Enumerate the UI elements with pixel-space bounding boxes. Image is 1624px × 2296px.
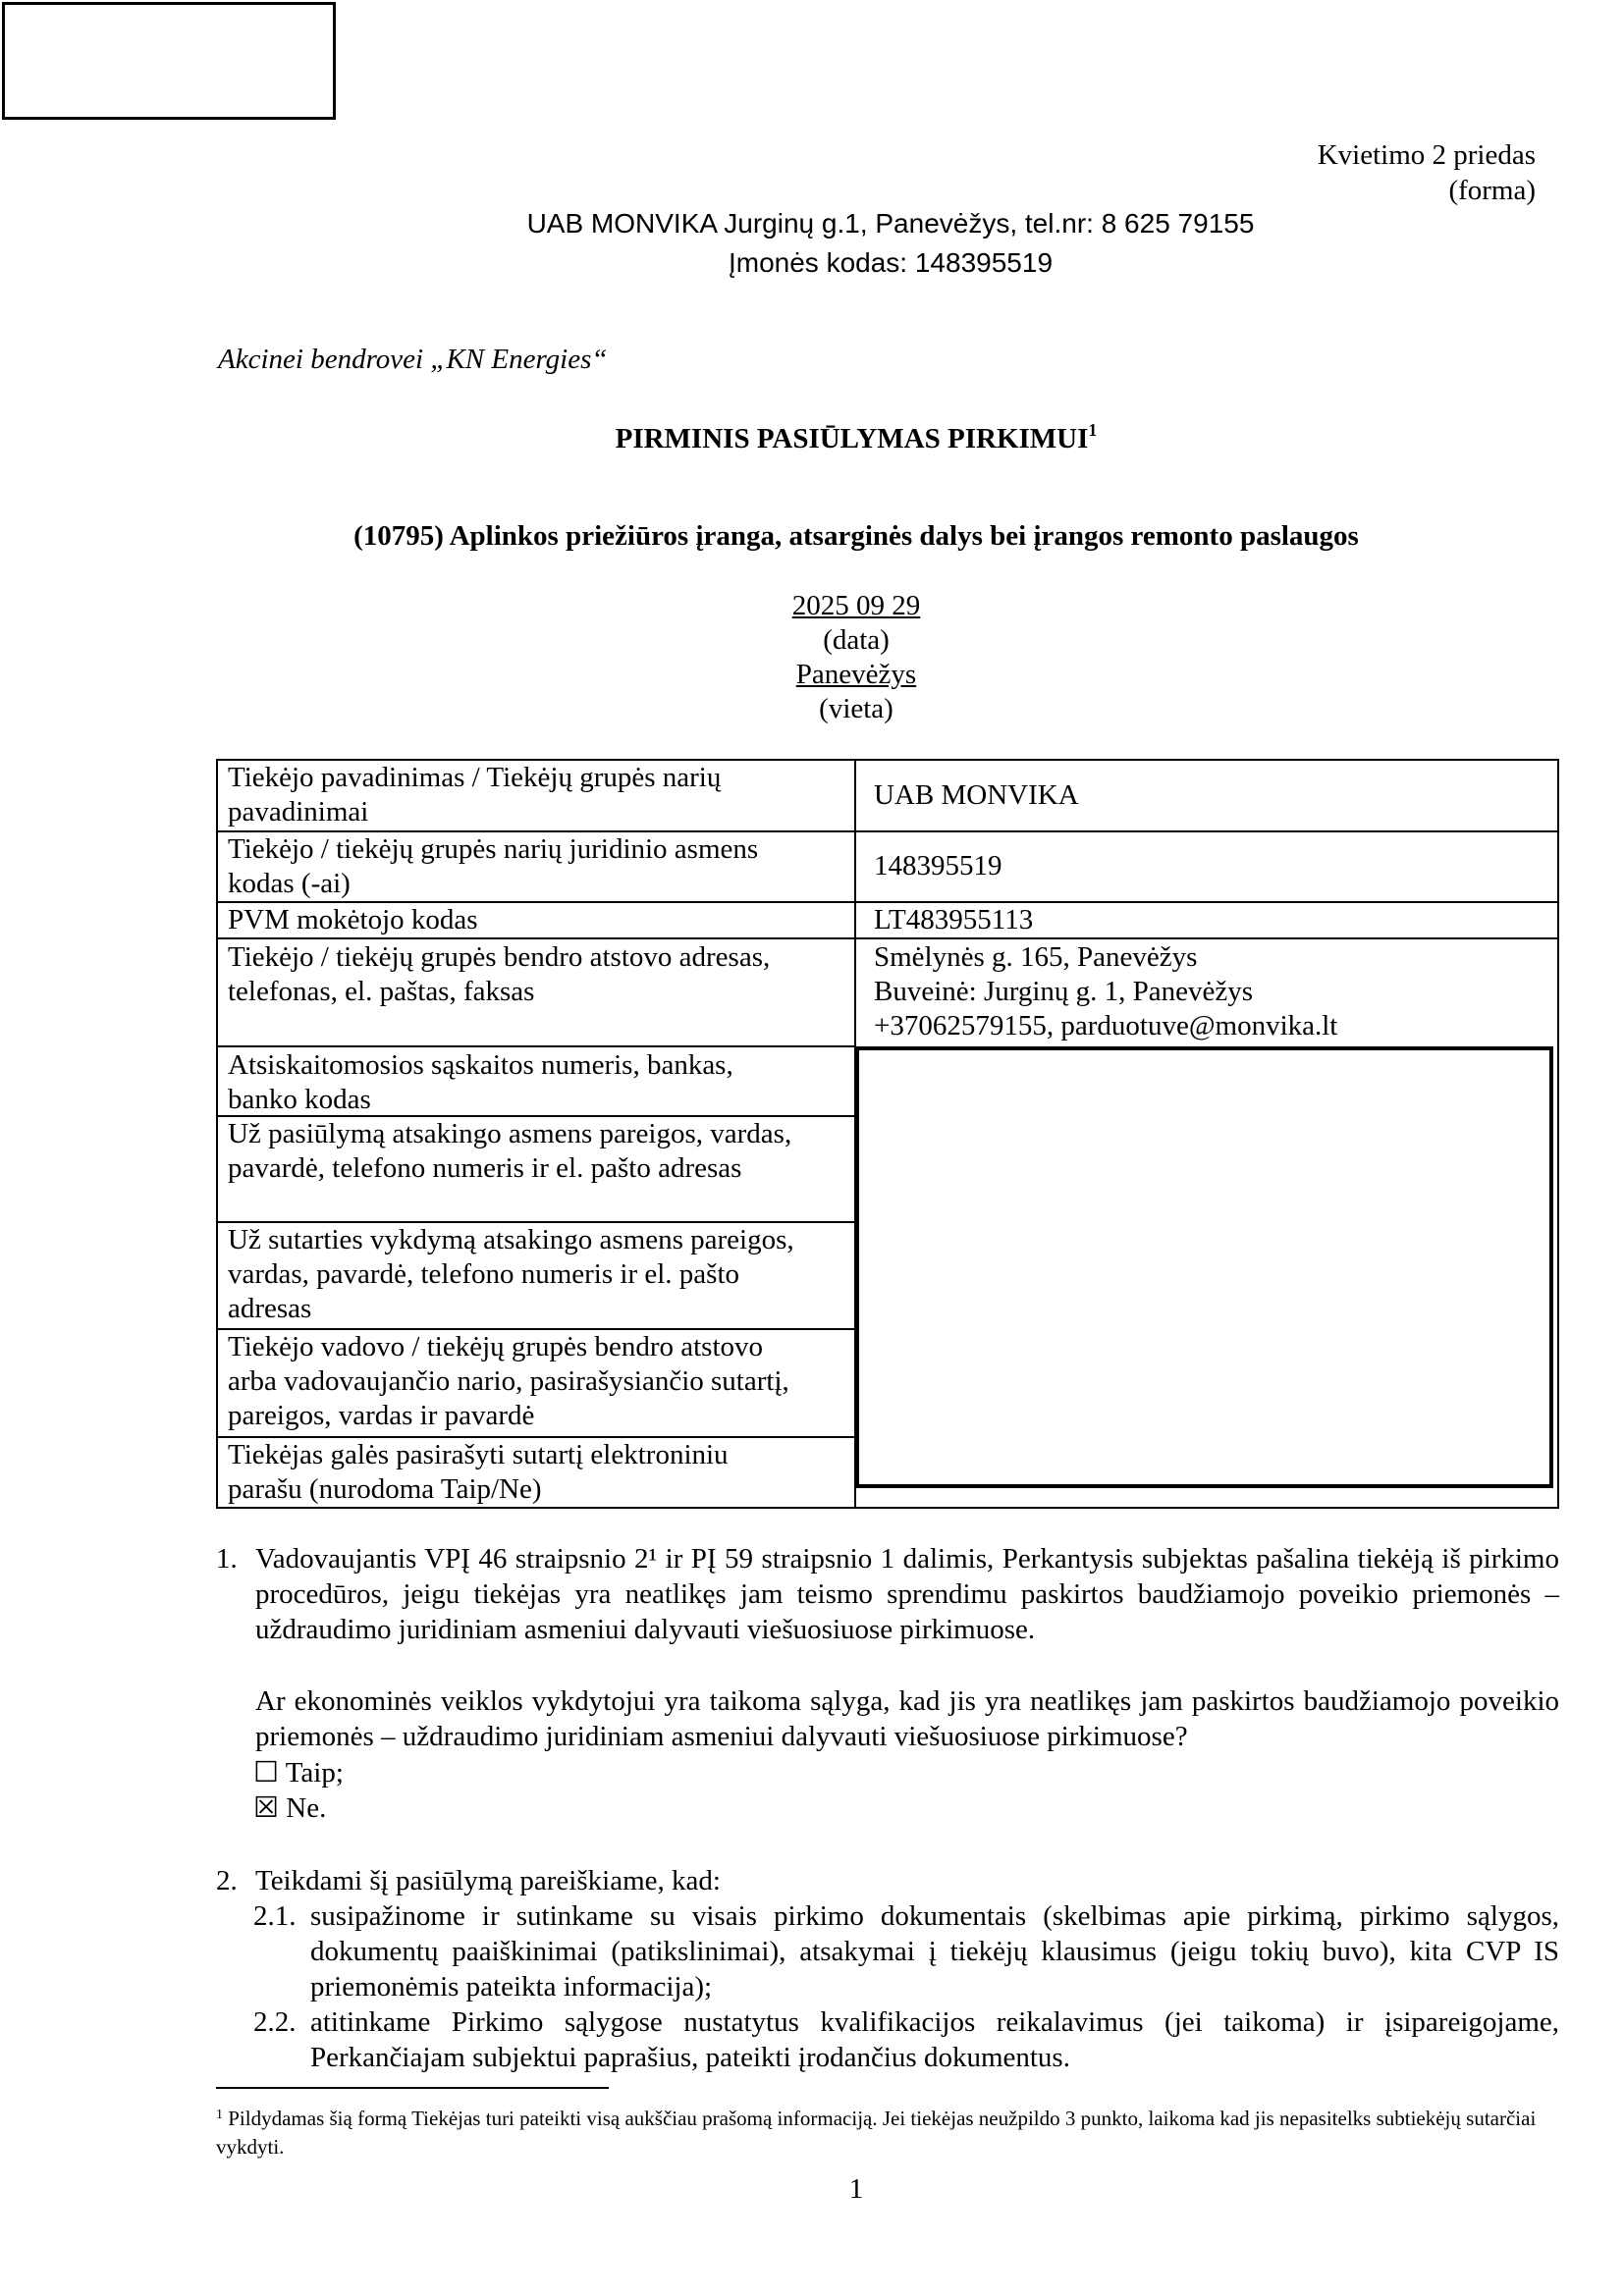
- date-label: (data): [823, 624, 890, 656]
- place-value: Panevėžys: [795, 659, 917, 690]
- addressee: Akcinei bendrovei „KN Energies“: [218, 344, 608, 375]
- section-1: [216, 1541, 1559, 1647]
- title-footnote-mark: 1: [1088, 420, 1098, 440]
- section-2-number: 2.: [216, 1865, 238, 1896]
- section-2-item-text: susipažinome ir sutinkame su visais pirkimo dokumentais (skelbimas apie pirkimą, pirkimo sąlygos, dokumentų paaiškinimai (patikslinimai), atsakymai į tiekėjų klausimus (jeigu tokių buvo), kita CVP IS priemonėmis pateikta informacija);: [310, 1900, 1559, 2002]
- section-2-item: [253, 1898, 1559, 2004]
- date-place-block: [0, 589, 1624, 726]
- section-1-number: 1.: [216, 1543, 238, 1575]
- page-number: 1: [848, 2173, 864, 2205]
- table-row-label-signatory: Tiekėjo vadovo / tiekėjų grupės bendro atstovo arba vadovaujančio nario, pasirašysiančio sutartį, pareigos, vardas ir pavardė: [228, 1331, 789, 1431]
- company-header-line-2: Įmonės kodas: 148395519: [728, 247, 1054, 278]
- table-row-value-legal-code: 148395519: [874, 850, 1002, 881]
- table-row-value-supplier-name: UAB MONVIKA: [874, 779, 1079, 811]
- title-text: PIRMINIS PASIŪLYMAS PIRKIMUI: [615, 423, 1089, 454]
- footnote-mark: 1: [216, 2108, 223, 2122]
- table-row-value-vat-code: LT483955113: [874, 904, 1034, 935]
- footnote-text: Pildydamas šią formą Tiekėjas turi pateikti visą aukščiau prašomą informaciją. Jei tiekėjas neužpildo 3 punkto, laikoma kad jis nepasitelks subtiekėjų sutarčiai vykdyti.: [216, 2107, 1537, 2159]
- table-row-label-offer-contact: Už pasiūlymą atsakingo asmens pareigos, vardas, pavardė, telefono numeris ir el. pašto adresas: [228, 1118, 792, 1184]
- annex-line-2: (forma): [1448, 175, 1536, 206]
- table-row-label-contract-contact: Už sutarties vykdymą atsakingo asmens pareigos, vardas, pavardė, telefono numeris ir el. pašto adresas: [228, 1224, 794, 1324]
- footnote: [216, 2101, 1559, 2162]
- table-row-label-address-contacts: Tiekėjo / tiekėjų grupės bendro atstovo adresas, telefonas, el. paštas, faksas: [228, 941, 771, 1007]
- row-divider: [216, 1045, 856, 1047]
- section-2-item-number: 2.2.: [253, 2006, 297, 2038]
- table-row-value-address-contacts: Smėlynės g. 165, Panevėžys Buveinė: Jurginų g. 1, Panevėžys +37062579155, parduotuve@monvika.lt: [874, 941, 1338, 1041]
- section-2-item-number: 2.1.: [253, 1900, 297, 1932]
- table-row-label-e-signature: Tiekėjas galės pasirašyti sutartį elektroniniu parašu (nurodoma Taip/Ne): [228, 1439, 729, 1505]
- option-no-checkbox: ☒ Ne.: [253, 1792, 327, 1824]
- option-yes-checkbox: ☐ Taip;: [253, 1757, 344, 1789]
- row-divider: [216, 937, 1559, 939]
- procurement-subject: (10795) Aplinkos priežiūros įranga, atsarginės dalys bei įrangos remonto paslaugos: [353, 520, 1359, 552]
- section-2-item: [253, 2004, 1559, 2075]
- empty-entry-box: [855, 1046, 1553, 1488]
- section-2: [216, 1863, 1559, 1898]
- table-row-label-vat-code: PVM mokėtojo kodas: [228, 904, 478, 935]
- annex-line-1: Kvietimo 2 priedas: [1317, 139, 1536, 171]
- date-value: 2025 09 29: [791, 590, 921, 621]
- section-2-item-text: atitinkame Pirkimo sąlygose nustatytus kvalifikacijos reikalavimus (jei taikoma) ir įsipareigojame, Perkančiajam subjektui paprašius, pateikti įrodančius dokumentus.: [310, 2006, 1559, 2073]
- table-row-label-supplier-name: Tiekėjo pavadinimas / Tiekėjų grupės narių pavadinimai: [228, 762, 722, 828]
- stamp-box: [2, 2, 336, 120]
- table-row-label-bank-account: Atsiskaitomosios sąskaitos numeris, bankas, banko kodas: [228, 1049, 733, 1115]
- footnote-separator: [216, 2087, 609, 2089]
- section-1-question: Ar ekonominės veiklos vykdytojui yra taikoma sąlyga, kad jis yra neatlikęs jam paskirtos baudžiamojo poveikio priemonės – uždraudimo juridiniam asmeniui dalyvauti viešuosiuose pirkimuose?: [255, 1685, 1559, 1752]
- document-title: [0, 412, 1624, 456]
- table-row-label-legal-code: Tiekėjo / tiekėjų grupės narių juridinio asmens kodas (-ai): [228, 833, 759, 899]
- place-label: (vieta): [819, 693, 893, 724]
- section-2-intro: Teikdami šį pasiūlymą pareiškiame, kad:: [255, 1865, 721, 1896]
- company-header-line-1: UAB MONVIKA Jurginų g.1, Panevėžys, tel.nr: 8 625 79155: [526, 208, 1255, 239]
- section-1-text: Vadovaujantis VPĮ 46 straipsnio 2¹ ir PĮ 59 straipsnio 1 dalimis, Perkantysis subjektas pašalina tiekėją iš pirkimo procedūros, jeigu tiekėjas yra neatlikęs jam teismo sprendimu paskirtos baudžiamojo poveikio priemonės – uždraudimo juridiniam asmeniui dalyvauti viešuosiuose pirkimuose.: [255, 1543, 1559, 1645]
- annex-label: [1318, 137, 1536, 208]
